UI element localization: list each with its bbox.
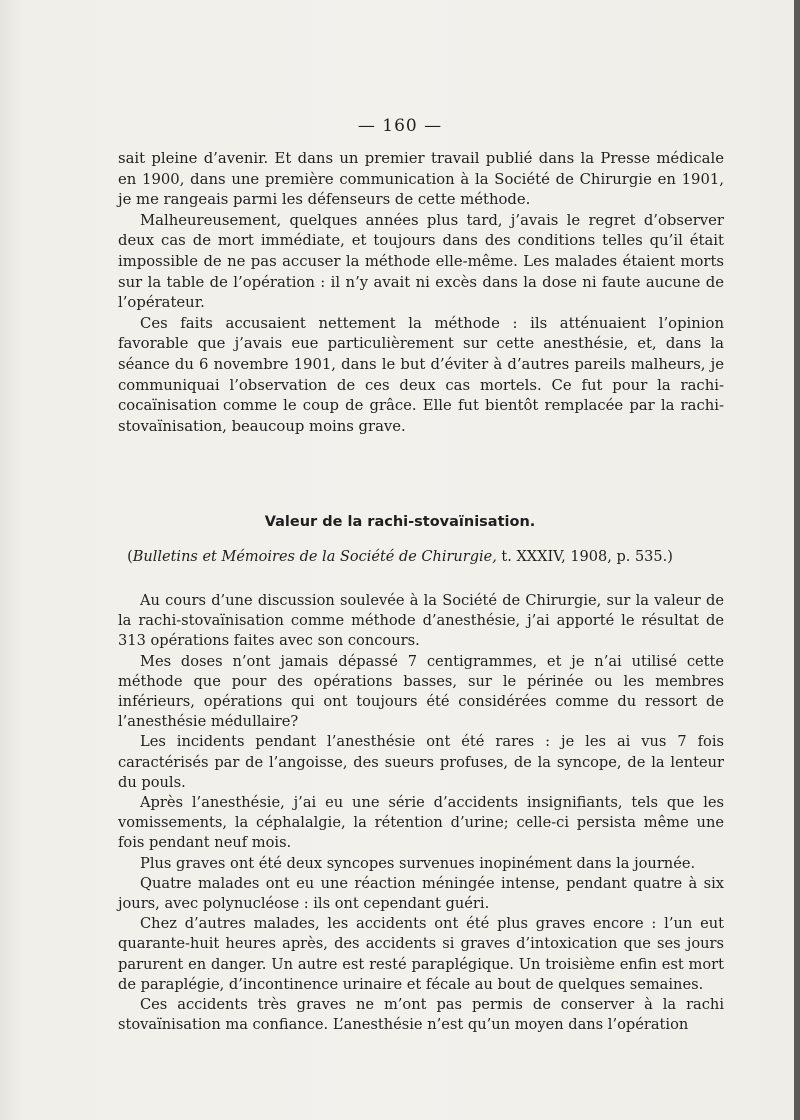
section-citation <box>0 549 800 565</box>
paragraph: Quatre malades ont eu une réaction méningée intense, pendant quatre à six jours, avec polynucléose : ils ont cependant guéri. <box>118 874 724 913</box>
section-heading: Valeur de la rachi-stovaïnisation. <box>264 514 536 530</box>
paragraph: Malheureusement, quelques années plus tard, j’avais le regret d’observer deux cas de mort immédiate, et toujours dans des conditions telles qu’il était impossible de ne pas accuser la méthode elle-même. Les malades étaient morts sur la table de l’opération : il n’y avait ni excès dans la dose ni faute aucune de l’opérateur. <box>118 211 724 312</box>
citation-reference: t. XXXIV, 1908, p. 535.) <box>496 549 673 565</box>
section-1-text <box>118 149 724 437</box>
paragraph: sait pleine d’avenir. Et dans un premier travail publié dans la Presse médicale en 1900, dans une première communication à la Société de Chirurgie en 1901, je me rangeais parmi les défenseurs de cette méthode. <box>118 150 724 209</box>
paragraph: Ces accidents très graves ne m’ont pas permis de conserver à la rachi stovaïnisation ma confiance. L’anesthésie n’est qu’un moyen dans l’opération <box>118 996 724 1034</box>
paragraph: Après l’anesthésie, j’ai eu une série d’accidents insignifiants, tels que les vomissements, la céphalalgie, la rétention d’urine; celle-ci persista même une fois pendant neuf mois. <box>118 794 724 852</box>
paragraph: Mes doses n’ont jamais dépassé 7 centigrammes, et je n’ai utilisé cette méthode que pour des opérations basses, sur le périnée ou les membres inférieurs, opérations qui ont toujours été considérées comme du ressort de l’anesthésie médullaire? <box>118 652 724 731</box>
paragraph: Les incidents pendant l’anesthésie ont été rares : je les ai vus 7 fois caractérisés par de l’angoisse, des sueurs profuses, de la syncope, de la lenteur du pouls. <box>118 733 724 791</box>
page-number: — 160 — <box>357 116 443 136</box>
paragraph: Ces faits accusaient nettement la méthode : ils atténuaient l’opinion favorable que j’avais eue particulièrement sur cette anesthésie, et, dans la séance du 6 novembre 1901, dans le but d’éviter à d’autres pareils malheurs, je communiquai l’observation de ces deux cas mortels. Ce fut pour la rachi-cocaïnisation comme le coup de grâce. Elle fut bientôt remplacée par la rachi-stovaïnisation, beaucoup moins grave. <box>118 314 724 435</box>
paragraph: Chez d’autres malades, les accidents ont été plus graves encore : l’un eut quarante-huit heures après, des accidents si graves d’intoxication que ses jours parurent en danger. Un autre est resté paraplégique. Un troisième enfin est mort de paraplégie, d’incontinence urinaire et fécale au bout de quelques semaines. <box>118 915 724 993</box>
citation-journal: Bulletins et Mémoires de la Société de Chirurgie, <box>132 549 497 565</box>
section-2-text <box>118 591 724 1035</box>
paragraph: Au cours d’une discussion soulevée à la Société de Chirurgie, sur la valeur de la rachi-stovaïnisation comme méthode d’anesthésie, j’ai apporté le résultat de 313 opérations faites avec son concours. <box>118 592 724 650</box>
citation-open: ( <box>127 549 133 565</box>
paragraph: Plus graves ont été deux syncopes survenues inopinément dans la journée. <box>140 854 696 872</box>
